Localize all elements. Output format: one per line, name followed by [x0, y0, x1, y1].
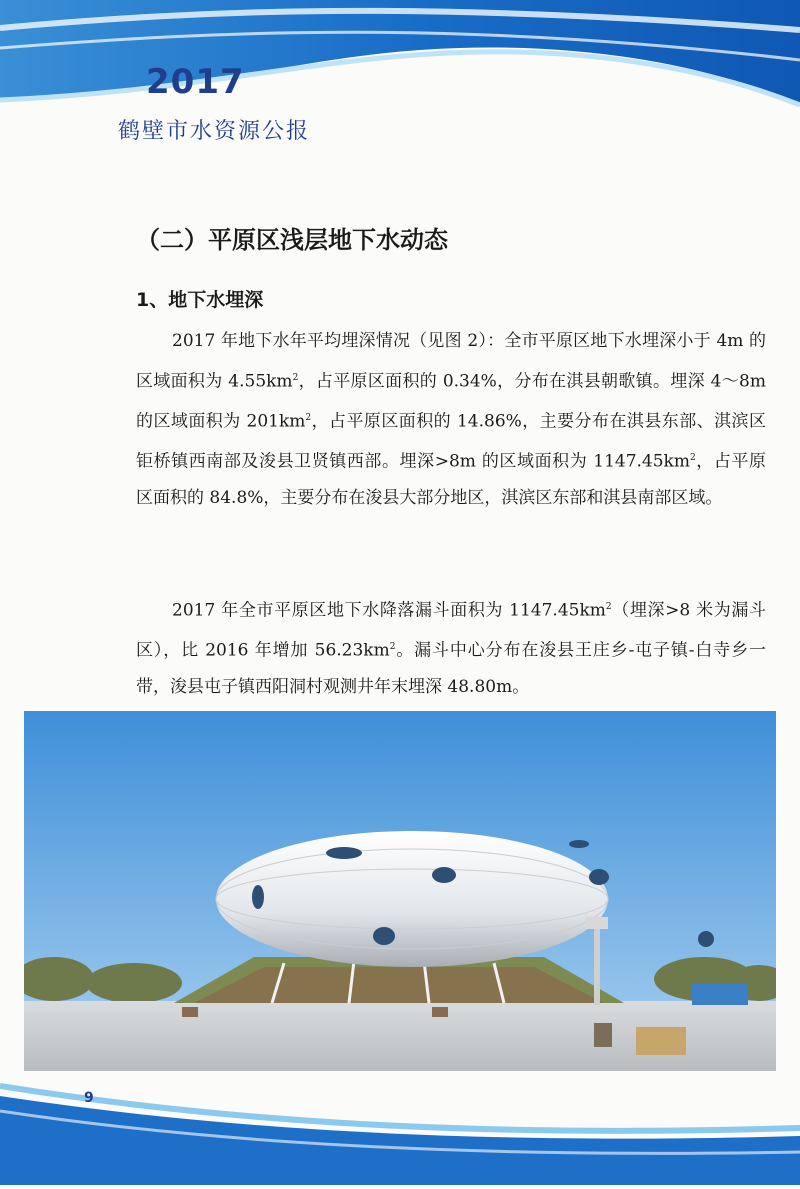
p2-text-2: （埋深>8 米为漏斗区），比 2016 年增加 56.23km — [136, 600, 766, 661]
p1-sup-2: 2 — [305, 412, 312, 423]
p2-sup-1: 2 — [605, 602, 612, 612]
p2-sup-2: 2 — [389, 642, 396, 653]
p2-text-1: 2017 年全市平原区地下水降落漏斗面积为 1147.45km — [172, 600, 606, 621]
p1-text-1: 2017 年地下水年平均埋深情况（见图 2）：全市平原区地下水埋深小于 4m 的区域面积为 4.55km — [136, 331, 766, 392]
p1-text-3: ，占平原区面积的 14.86%，主要分布在淇县东部、淇滨区钜桥镇西南部及浚县卫贤镇西部。埋深>8m 的区域面积为 1147.45km — [136, 411, 766, 472]
stadium-photo — [24, 711, 776, 1071]
page-number: 9 — [84, 1090, 94, 1106]
p2-text-3: 。漏斗中心分布在浚县王庄乡-屯子镇-白寺乡一带，浚县屯子镇西阳洞村观测井年末埋深 48.80m。 — [136, 640, 766, 698]
footer-wave-graphic — [0, 1066, 800, 1185]
page-footer — [0, 1066, 800, 1185]
p1-text-4: ，占平原区面积的 84.8%，主要分布在浚县大部分地区，淇滨区东部和淇县南部区域。 — [136, 451, 767, 508]
report-year: 2017 — [146, 62, 245, 102]
page-header — [0, 0, 800, 150]
report-title: 鹤壁市水资源公报 — [118, 119, 311, 144]
p1-sup-1: 2 — [292, 372, 299, 383]
subsection-title: 1、地下水埋深 — [136, 289, 264, 311]
paragraph-funnel-area — [136, 589, 766, 706]
section-title: （二）平原区浅层地下水动态 — [136, 226, 448, 254]
p1-text-2: ，占平原区面积的 0.34%，分布在淇县朝歌镇。埋深 4～8m 的区域面积为 201km — [136, 371, 766, 432]
p1-sup-3: 2 — [689, 452, 696, 463]
stadium-illustration — [24, 711, 776, 1071]
paragraph-groundwater-depth — [136, 323, 766, 516]
